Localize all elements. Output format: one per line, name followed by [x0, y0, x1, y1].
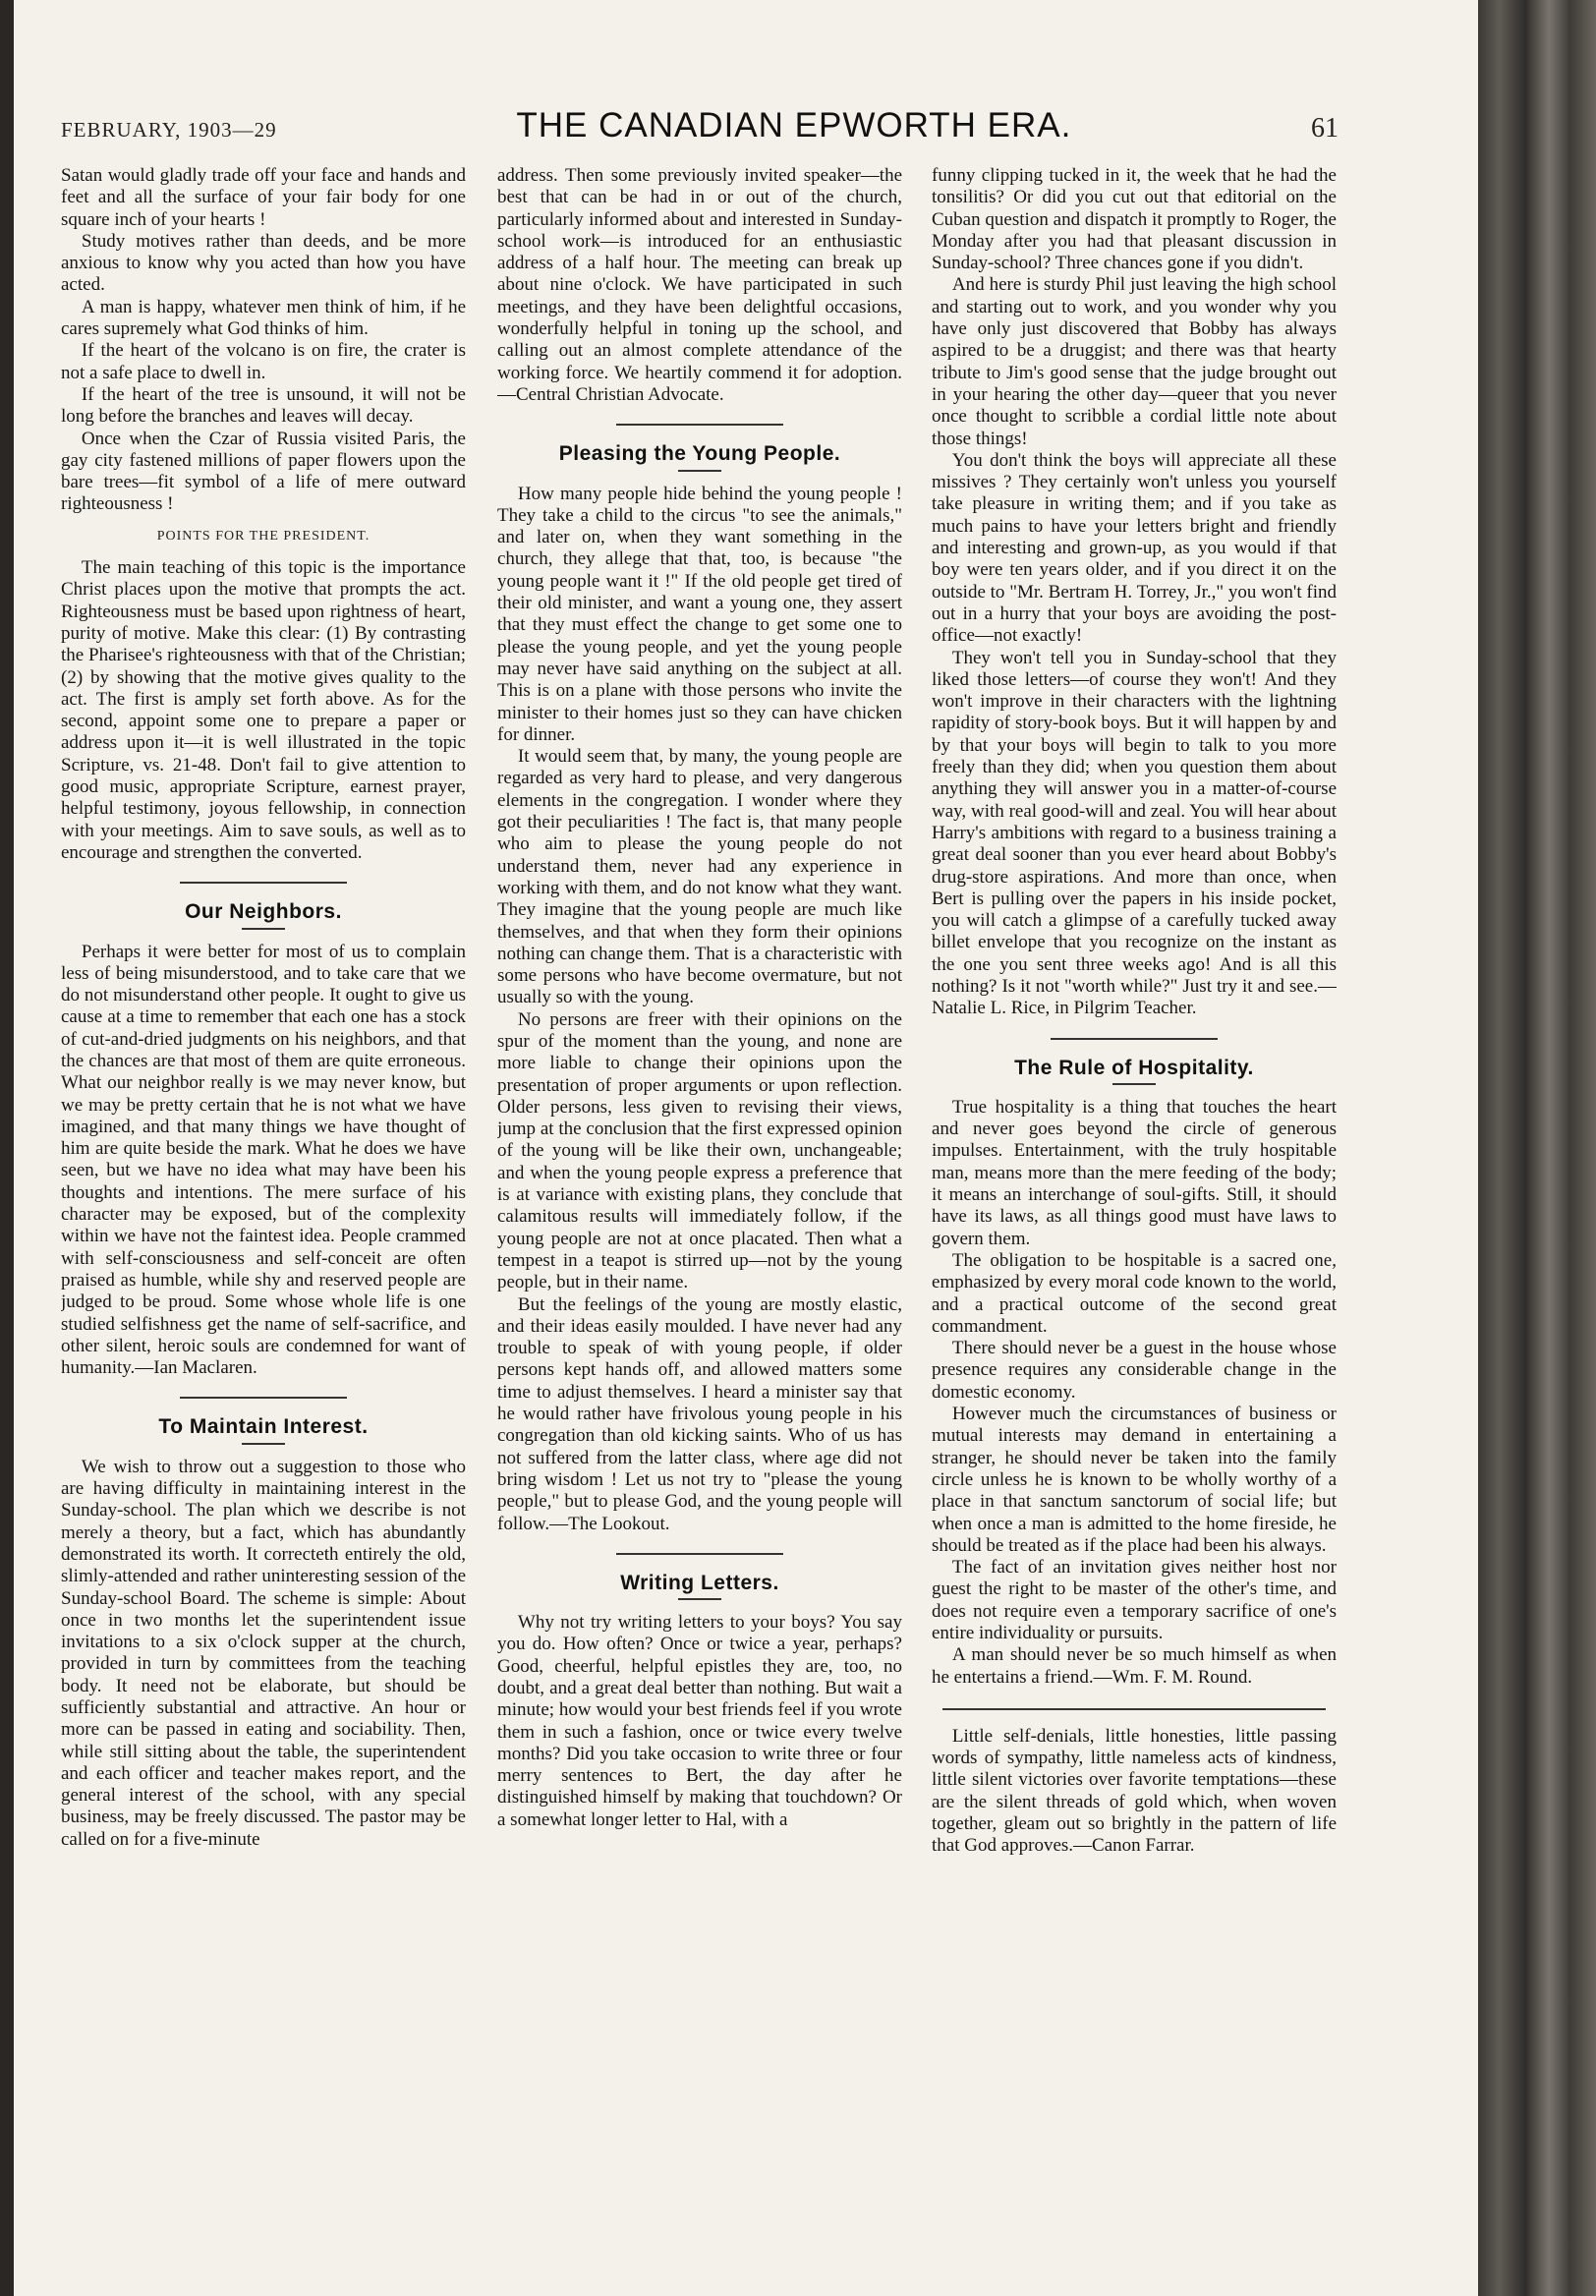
paragraph: Why not try writing letters to your boys? You say you do. How often? Once or twice a year, perhaps? Good, cheerful, helpful epistles they are, too, no doubt, and a great deal better than nothing. But wait a minute; how would your best friends feel if you wrote them in such a fashion, once or twice every twelve months? Did you take occasion to write three or four merry sentences to Bert, the day after he distinguished himself by making that touchdown? Or a somewhat longer letter to Hal, with a [497, 1612, 902, 1830]
section-divider [616, 1553, 783, 1555]
section-divider [1051, 1038, 1218, 1040]
paragraph: They won't tell you in Sunday-school that they liked those letters—of course they won't! And they won't improve in their characters with the lightning rapidity of story-book boys. But it will happen by and by that your boys will begin to talk to you more freely than they did; when you question them about anything they will answer you in a matter-of-course way, with real good-will and zeal. You will hear about Harry's ambitions with regard to a business training a great deal sooner than you ever heard about Bobby's drug-store aspirations. And more than once, when Bert is pulling over the papers in his inside pocket, you will catch a glimpse of a carefully tucked away billet envelope that you recognize on the instant as the one you sent three weeks ago! And is all this nothing? Is it not "worth while?" Just try it and see.—Natalie L. Rice, in Pilgrim Teacher. [932, 647, 1337, 1019]
paragraph: A man should never be so much himself as when he entertains a friend.—Wm. F. M. Round. [932, 1644, 1337, 1688]
paragraph: However much the circumstances of business or mutual interests may demand in entertaining a stranger, he should never be taken into the family circle unless he is known to be wholly worthy of a place in that sanctum sanctorum of social life; but when once a man is admitted to the home fireside, he should be treated as if the place had been his always. [932, 1404, 1337, 1556]
paragraph: Perhaps it were better for most of us to complain less of being misunderstood, and to take care that we do not misunderstand other people. It ought to give us cause at a time to remember that each one has a stock of cut-and-dried judgments on his neighbors, and that the chances are that most of them are quite erroneous. What our neighbor really is we may never know, but we may be pretty certain that he is not what we have imagined, and that many things we have thought of him are quite beside the mark. What he does we have seen, but we have no idea what may have been his thoughts and intentions. The mere surface of his character may be exposed, but of the complexity within we have not the faintest idea. People crammed with self-consciousness and self-conceit are often praised as humble, while shy and reserved people are judged to be proud. Some whose whole life is one studied selfishness get the name of self-sacrifice, and other silent, heroic souls are condemned for want of humanity.—Ian Maclaren. [61, 941, 466, 1379]
paragraph: If the heart of the volcano is on fire, the crater is not a safe place to dwell in. [61, 340, 466, 383]
section-divider [616, 424, 783, 426]
book-spine-edge [1478, 0, 1596, 2296]
magazine-page [14, 0, 1478, 2296]
points-for-president-heading: POINTS FOR THE PRESIDENT. [156, 528, 370, 544]
column-right [932, 165, 1337, 2249]
paragraph: Study motives rather than deeds, and be more anxious to know why you acted than how you have acted. [61, 230, 466, 296]
section-title-pleasing-young-people: Pleasing the Young People. [558, 442, 841, 466]
paragraph: The main teaching of this topic is the importance Christ places upon the motive that prompts the act. Righteousness must be based upon rightness of heart, purity of motive. Make this clear: (1) By contrasting the Pharisee's righteousness with that of the Christian; (2) by showing that the motive gives quality to the act. The first is amply set forth above. As for the second, appoint some one to prepare a paper or address upon it—it is well illustrated in the topic Scripture, vs. 21-48. Don't fail to give attention to good music, appropriate Scripture, earnest prayer, helpful testimony, joyous fellowship, in connection with your meetings. Aim to save souls, as well as to encourage and strengthen the converted. [61, 557, 466, 863]
section-title-to-maintain-interest: To Maintain Interest. [158, 1415, 369, 1439]
section-divider [180, 1397, 347, 1399]
column-middle [497, 165, 902, 2249]
section-title-rule-of-hospitality: The Rule of Hospitality. [1014, 1056, 1254, 1079]
paragraph: Satan would gladly trade off your face and hands and feet and all the surface of your fair body for one square inch of your hearts ! [61, 165, 466, 230]
paragraph: True hospitality is a thing that touches the heart and never goes beyond the circle of generous impulses. Entertainment, with the truly hospitable man, means more than the mere feeding of the body; it means an interchange of soul-gifts. Still, it should have its laws, as all things good must have laws to govern them. [932, 1096, 1337, 1249]
paragraph: And here is sturdy Phil just leaving the high school and starting out to work, and you wonder why you have only just discovered that Bobby has always aspired to be a druggist; and there was that hearty tribute to Jim's good sense that the judge brought out in your hearing the other day—queer that you never once thought to scribble a cordial little note about those things! [932, 274, 1337, 449]
section-divider [942, 1708, 1326, 1710]
paragraph: The obligation to be hospitable is a sacred one, emphasized by every moral code known to the world, and a practical outcome of the second great commandment. [932, 1249, 1337, 1337]
title-underline [678, 470, 721, 472]
paragraph: funny clipping tucked in it, the week that he had the tonsilitis? Or did you cut out that editorial on the Cuban question and dispatch it promptly to Roger, the Monday after you had that pleasant discussion in Sunday-school? Three chances gone if you didn't. [932, 165, 1337, 274]
paragraph: If the heart of the tree is unsound, it will not be long before the branches and leaves will decay. [61, 383, 466, 428]
title-underline [678, 1598, 721, 1600]
page-number: 61 [1311, 113, 1339, 144]
paragraph: How many people hide behind the young people ! They take a child to the circus "to see the animals," and later on, when they want something in the church, they allege that that, too, is because "the young people want it !" If the old people get tired of their old minister, and want a young one, they assert that they must effect the change to get some one to please the young people, and yet the young people may never have said anything on the subject at all. This is on a plane with those persons who invite the minister to their homes just so they can have chicken for dinner. [497, 483, 902, 745]
publication-title: THE CANADIAN EPWORTH ERA. [516, 106, 1072, 144]
running-header [61, 106, 1339, 151]
paragraph: The fact of an invitation gives neither host nor guest the right to be master of the other's time, and does not require even a temporary sacrifice of one's entire individuality or pursuits. [932, 1557, 1337, 1643]
paragraph: It would seem that, by many, the young people are regarded as very hard to please, and very dangerous elements in the congregation. I wonder where they got their peculiarities ! The fact is, that many people who aim to please the young people do not understand them, never had any experience in working with them, and do not know what they want. They imagine that the young people are much like themselves, and that when they form their opinions nothing can change them. That is a characteristic with some persons who have become overmature, but not usually so with the young. [497, 746, 902, 1008]
binding-gutter [0, 0, 14, 2296]
section-title-our-neighbors: Our Neighbors. [185, 900, 342, 924]
section-divider [180, 882, 347, 884]
paragraph: A man is happy, whatever men think of him, if he cares supremely what God thinks of him. [61, 296, 466, 340]
column-left [61, 165, 466, 2249]
paragraph: But the feelings of the young are mostly elastic, and their ideas easily moulded. I have never had any trouble to speak of with young people, if older persons kept hands off, and allowed matters some time to adjust themselves. I heard a minister say that he would rather have frivolous young people in his congregation than old kicking saints. Who of us has not suffered from the latter class, where age did not bring wisdom ! Let us not try to "please the young people," but to please God, and the young people will follow.—The Lookout. [497, 1293, 902, 1534]
paragraph: address. Then some previously invited speaker—the best that can be had in or out of the church, particularly informed about and interested in Sunday-school work—is introduced for an enthusiastic address of a half hour. The meeting can break up about nine o'clock. We have participated in such meetings, and they have been delightful occasions, wonderfully helpful in toning up the school, and calling out an almost complete attendance of the working force. We heartily commend it for adoption.—Central Christian Advocate. [497, 165, 902, 405]
section-title-writing-letters: Writing Letters. [620, 1571, 779, 1594]
paragraph: We wish to throw out a suggestion to those who are having difficulty in maintaining interest in the Sunday-school. The plan which we describe is not merely a theory, but a fact, which has abundantly demonstrated its worth. It correcteth entirely the old, slimly-attended and rather uninteresting session of the Sunday-school Board. The scheme is simple: About once in two months let the superintendent issue invitations to a six o'clock supper at the church, provided in turn by committees from the teaching body. It need not be elaborate, but should be sufficiently substantial and attractive. An hour or more can be passed in eating and sociability. Then, while still sitting about the table, the superintendent and each officer and teacher makes report, and the general interest of the school, with any special business, may be freely discussed. The pastor may be called on for a five-minute [61, 1456, 466, 1850]
title-underline [242, 1443, 285, 1445]
paragraph: No persons are freer with their opinions on the spur of the moment than the young, and none are more liable to change their opinions upon the presentation of proper arguments or upon reflection. Older persons, less given to revising their views, jump at the conclusion that the first expressed opinion of the young will be like their own, unchangeable; and when the young people express a preference that is at variance with existing plans, they conclude that calamitous results will immediately follow, if the young people are not at once placated. Then what a tempest in a teapot is stirred up—not by the young people, but in their name. [497, 1008, 902, 1293]
title-underline [1112, 1083, 1156, 1085]
paragraph: You don't think the boys will appreciate all these missives ? They certainly won't unless you yourself take pleasure in writing them; and if you take as much pains to have your letters bright and friendly and interesting and grown-up, as you would if that boy were ten years older, and if you direct it on the outside to "Mr. Bertram H. Torrey, Jr.," you won't find out in a hurry that your boys are avoiding the post-office—not exactly! [932, 449, 1337, 647]
closing-quote: Little self-denials, little honesties, little passing words of sympathy, little nameless acts of kindness, little silent victories over favorite temptations—these are the silent threads of gold which, when woven together, gleam out so brightly in the pattern of life that God approves.—Canon Farrar. [932, 1725, 1337, 1857]
paragraph: Once when the Czar of Russia visited Paris, the gay city fastened millions of paper flowers upon the bare trees—fit symbol of a life of mere outward righteousness ! [61, 428, 466, 515]
title-underline [242, 928, 285, 930]
issue-date: FEBRUARY, 1903—29 [61, 118, 277, 142]
paragraph: There should never be a guest in the house whose presence requires any considerable change in the domestic economy. [932, 1338, 1337, 1403]
